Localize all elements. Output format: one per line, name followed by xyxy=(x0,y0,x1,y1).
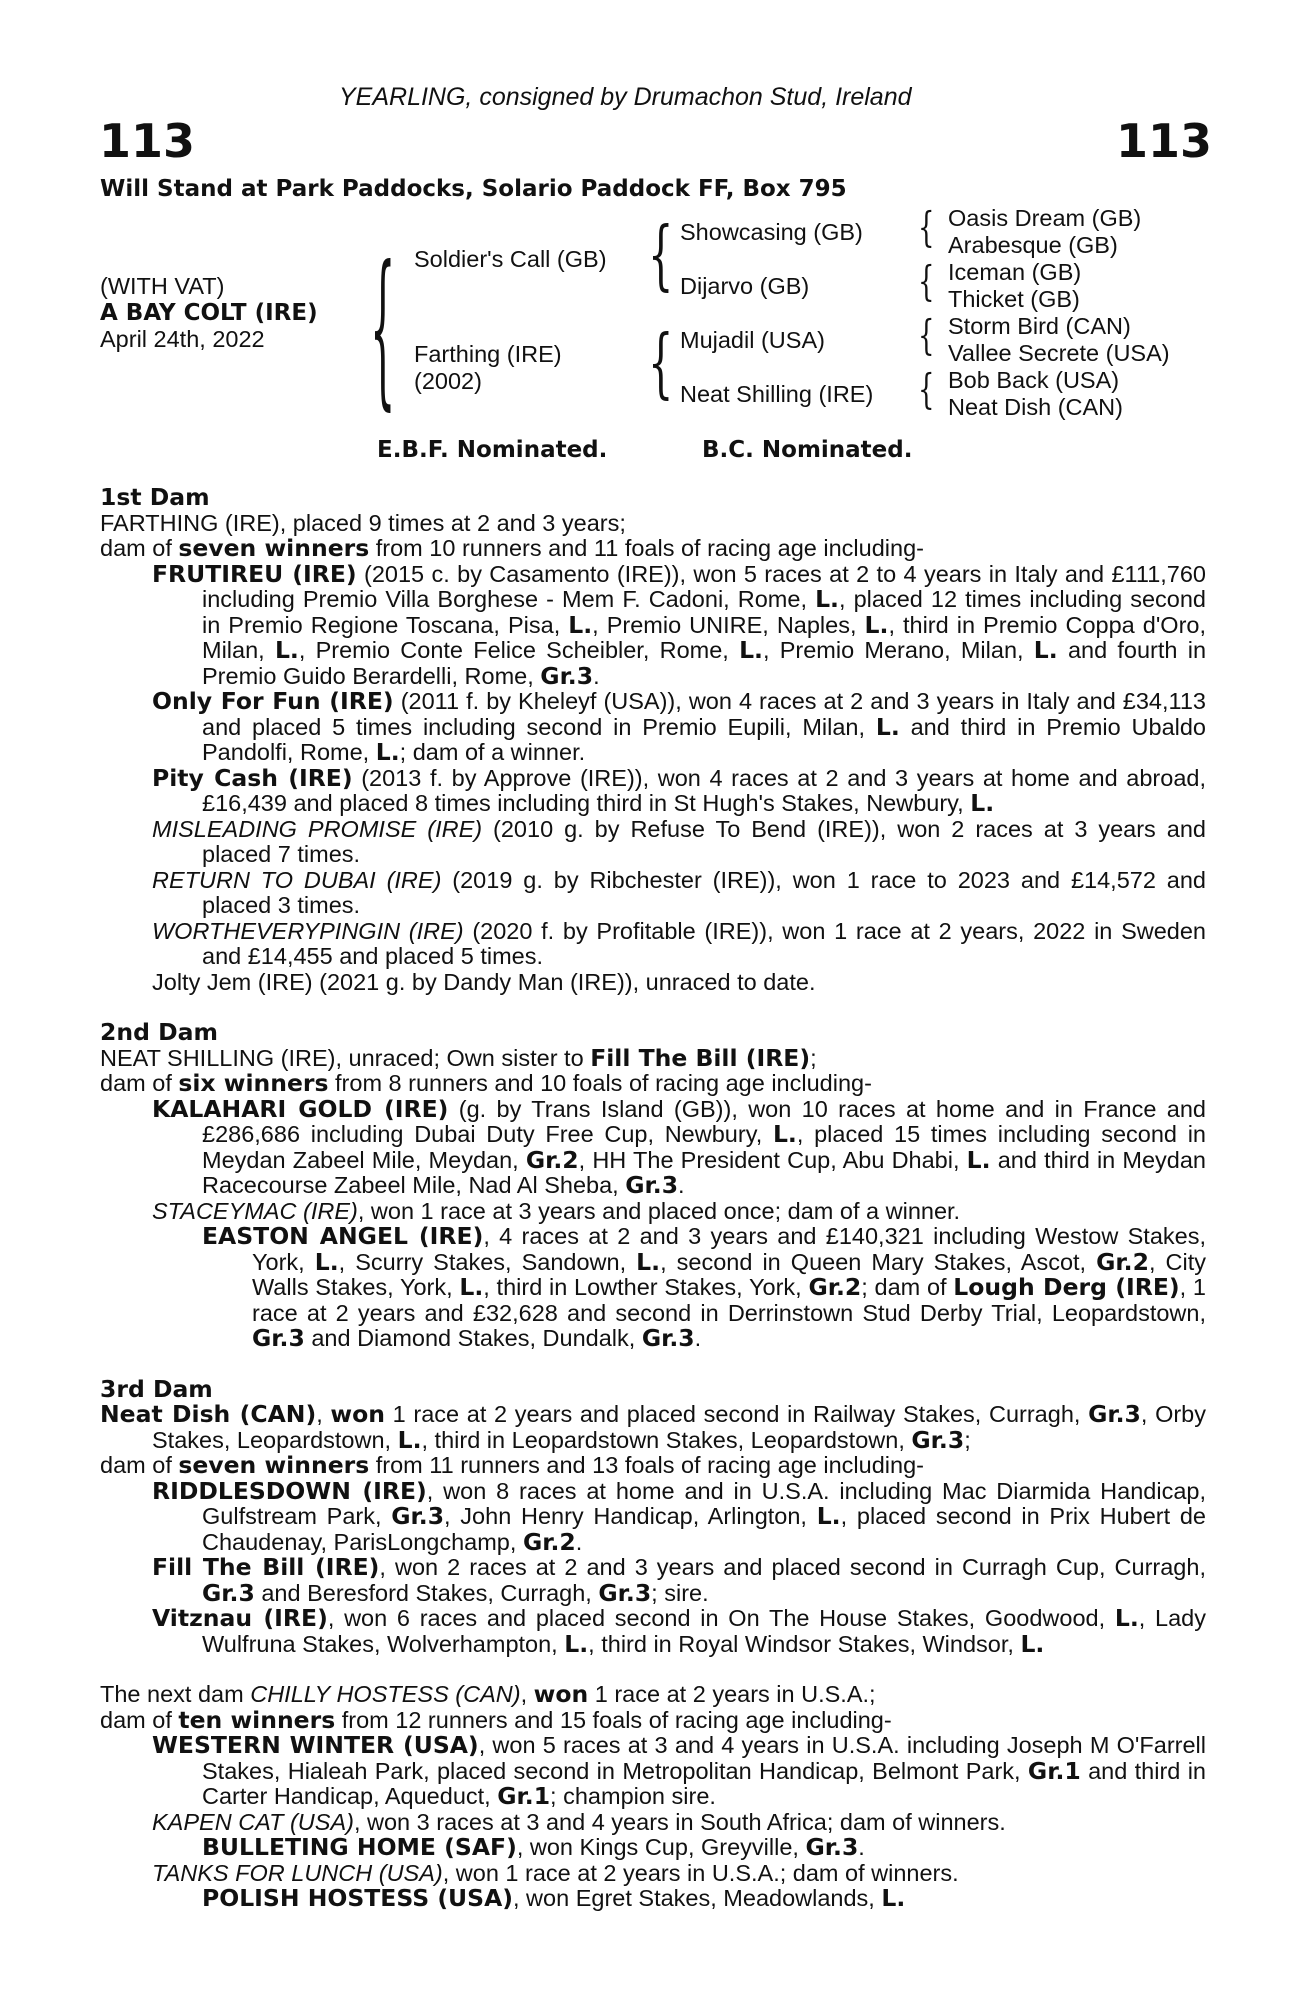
italic-run: STACEYMAC (IRE) xyxy=(152,1197,358,1224)
italic-run: RETURN TO DUBAI (IRE) xyxy=(152,866,442,893)
progeny-entry xyxy=(100,1733,1206,1810)
dam-family-text xyxy=(100,485,1206,1912)
progeny-entry xyxy=(100,868,1206,919)
section-heading xyxy=(100,1374,1206,1403)
text-run: , won 3 races at 3 and 4 years in South Africa; dam of winners. xyxy=(353,1808,1006,1835)
progeny-entry xyxy=(100,1224,1206,1352)
third-dam-section xyxy=(100,1374,1207,1658)
bold-run: WESTERN WINTER (USA) xyxy=(152,1731,479,1759)
dam-year: (2002) xyxy=(414,368,482,394)
pedigree-brace-g2: { xyxy=(918,258,935,307)
bold-run: FRUTIREU (IRE) xyxy=(152,559,357,588)
text-run: and third in Premio Ubaldo Pandolfi, Rome, xyxy=(202,713,1206,765)
ancestor-5: Storm Bird (CAN) xyxy=(948,313,1131,339)
bold-run: Gr.3 xyxy=(641,1324,695,1352)
progeny-entry xyxy=(100,970,1206,996)
text-run: , won 5 races at 3 and 4 years in U.S.A. including Joseph M O'Farrell Stakes, Hialeah Park, placed second in Metropolitan Handicap, Belmont Park, xyxy=(202,1732,1206,1784)
text-run: , xyxy=(520,1681,534,1707)
bold-run: KALAHARI GOLD (IRE) xyxy=(152,1094,449,1123)
progeny-entry xyxy=(100,1682,1206,1708)
text-run: , third in Leopardstown Stakes, Leopardstown, xyxy=(421,1426,912,1453)
bold-run: L. xyxy=(1114,1604,1139,1632)
text-run: , xyxy=(316,1401,331,1427)
italic-run: WORTHEVERYPINGIN (IRE) xyxy=(152,917,464,944)
first-dam-section xyxy=(100,485,1206,995)
bold-run: L. xyxy=(816,1502,841,1530)
text-run: ; sire. xyxy=(651,1579,709,1606)
progeny-entry xyxy=(100,689,1206,766)
bold-run: RIDDLESDOWN (IRE) xyxy=(152,1476,427,1505)
bold-run: Fill The Bill (IRE) xyxy=(152,1553,380,1581)
text-run: ; dam of xyxy=(861,1274,954,1300)
bold-run: Gr.2 xyxy=(1096,1247,1149,1276)
progeny-entry xyxy=(100,817,1206,868)
bold-run: seven winners xyxy=(178,1451,370,1479)
bold-run: Only For Fun (IRE) xyxy=(152,687,394,715)
text-run: (2011 f. by Kheleyf (USA)), won 4 races at 2 and 3 years in Italy and £34,113 and placed 5 times including second in Premio Eupili, Milan, xyxy=(202,688,1206,740)
section-heading xyxy=(100,485,1206,511)
bold-run: Gr.1 xyxy=(497,1782,551,1810)
text-run: (g. by Trans Island (GB)), won 10 races at home and in France and £286,686 including Dubai Duty Free Cup, Newbury, xyxy=(202,1095,1206,1147)
section-heading xyxy=(100,1020,1206,1046)
text-run: dam of xyxy=(100,1070,179,1096)
text-run: from 11 runners and 13 foals of racing age including- xyxy=(369,1452,924,1478)
italic-run: CHILLY HOSTESS (CAN) xyxy=(250,1681,521,1707)
bold-run: Gr.3 xyxy=(1088,1400,1141,1428)
second-dam-section xyxy=(100,1020,1206,1352)
text-run: , Orby Stakes, Leopardstown, xyxy=(152,1401,1207,1453)
text-run: (2020 f. by Profitable (IRE)), won 1 race at 2 years, 2022 in Sweden and £14,455 and placed 5 times. xyxy=(202,917,1207,969)
bold-run: L. xyxy=(966,1145,991,1174)
bold-run: Gr.3 xyxy=(391,1502,445,1530)
bold-run: L. xyxy=(1033,636,1058,664)
sire-name: Soldier's Call (GB) xyxy=(414,246,607,272)
bold-run: Lough Derg (IRE) xyxy=(953,1273,1180,1301)
progeny-entry xyxy=(100,919,1206,970)
bold-run: L. xyxy=(815,585,839,613)
text-run: , Premio UNIRE, Naples, xyxy=(592,611,865,638)
ancestor-3: Iceman (GB) xyxy=(948,259,1082,285)
text-run: from 8 runners and 10 foals of racing age including- xyxy=(328,1070,872,1096)
bold-run: Gr.3 xyxy=(805,1833,859,1861)
text-run: , 1 race at 2 years and £32,628 and second in Derrinstown Stud Derby Trial, Leopardstown, xyxy=(252,1274,1206,1326)
text-run: , HH The President Cup, Abu Dhabi, xyxy=(578,1146,967,1173)
text-run: (2015 c. by Casamento (IRE)), won 5 races at 2 to 4 years in Italy and £111,760 including Premio Villa Borghese - Mem F. Cadoni, Rome, xyxy=(202,560,1207,612)
bold-run: Gr.3 xyxy=(540,661,594,690)
pedigree-brace-g4: { xyxy=(918,366,935,415)
text-run: . xyxy=(694,1325,702,1351)
text-run: 1 race at 2 years and placed second in Railway Stakes, Curragh, xyxy=(384,1401,1089,1427)
bold-run: POLISH HOSTESS (USA) xyxy=(202,1884,513,1912)
bold-run: won xyxy=(330,1400,385,1428)
bold-run: L. xyxy=(397,1425,422,1454)
text-run: from 10 runners and 11 foals of racing age including- xyxy=(369,535,924,561)
bold-run: Gr.3 xyxy=(202,1578,255,1607)
ebf-nomination: E.B.F. Nominated. xyxy=(377,437,608,463)
bold-run: L. xyxy=(459,1273,484,1301)
progeny-entry xyxy=(100,1835,1206,1861)
progeny-entry xyxy=(100,536,1206,562)
bold-run: 1st Dam xyxy=(100,483,210,511)
bold-run: BULLETING HOME (SAF) xyxy=(202,1833,517,1861)
bold-run: Gr.3 xyxy=(252,1324,305,1352)
text-run: , third in Premio Coppa d'Oro, Milan, xyxy=(202,611,1207,663)
text-run: The next dam xyxy=(100,1681,251,1707)
text-run: and third in Carter Handicap, Aqueduct, xyxy=(202,1757,1206,1809)
bold-run: Neat Dish (CAN) xyxy=(100,1400,317,1428)
text-run: ; champion sire. xyxy=(550,1783,716,1809)
bold-run: L. xyxy=(375,738,400,766)
bc-nomination: B.C. Nominated. xyxy=(702,437,913,463)
bold-run: L. xyxy=(568,610,593,639)
text-run: . xyxy=(593,662,600,689)
progeny-entry xyxy=(100,1402,1206,1453)
progeny-entry xyxy=(100,1094,1207,1199)
pedigree-brace-sire: { xyxy=(648,212,674,300)
progeny-entry xyxy=(100,1861,1206,1887)
bold-run: six winners xyxy=(178,1069,329,1097)
bold-run: won xyxy=(533,1680,589,1708)
bold-run: Pity Cash (IRE) xyxy=(152,763,353,792)
text-run: , placed 12 times including second in Premio Regione Toscana, Pisa, xyxy=(202,586,1207,638)
bold-run: 2nd Dam xyxy=(100,1018,218,1046)
ancestor-6: Vallee Secrete (USA) xyxy=(948,340,1170,366)
ancestor-7: Bob Back (USA) xyxy=(948,367,1120,393)
bold-run: Vitznau (IRE) xyxy=(152,1604,328,1632)
bold-run: 3rd Dam xyxy=(100,1374,213,1403)
dam-dam-name: Neat Shilling (IRE) xyxy=(680,381,874,407)
progeny-entry xyxy=(100,1071,1206,1097)
ancestor-4: Thicket (GB) xyxy=(948,286,1080,312)
bold-run: L. xyxy=(864,610,889,639)
text-run: dam of xyxy=(100,1452,179,1478)
text-run: , Scurry Stakes, Sandown, xyxy=(338,1248,637,1275)
text-run: and Diamond Stakes, Dundalk, xyxy=(304,1325,642,1351)
bold-run: Gr.1 xyxy=(1027,1756,1081,1785)
text-run: ; xyxy=(810,1044,817,1071)
bold-run: Gr.2 xyxy=(525,1145,579,1174)
text-run: FARTHING (IRE), placed 9 times at 2 and 3 years; xyxy=(100,509,626,536)
text-run: dam of xyxy=(100,535,179,561)
progeny-entry xyxy=(100,1886,1206,1912)
bold-run: Gr.2 xyxy=(522,1527,576,1556)
pedigree-brace-main: { xyxy=(370,234,396,428)
next-dam-section xyxy=(100,1682,1206,1912)
pedigree-brace-g1: { xyxy=(918,204,935,253)
progeny-entry xyxy=(100,1453,1206,1479)
sire-dam-name: Dijarvo (GB) xyxy=(680,273,810,299)
bold-run: seven winners xyxy=(178,534,370,562)
horse-name: A BAY COLT (IRE) xyxy=(100,300,318,326)
progeny-entry xyxy=(100,1705,1206,1734)
progeny-entry xyxy=(100,763,1206,817)
text-run: , third in Royal Windsor Stakes, Windsor, xyxy=(588,1630,1021,1657)
bold-run: ten winners xyxy=(178,1705,336,1734)
consignment-line: YEARLING, consigned by Drumachon Stud, Ireland xyxy=(339,83,912,111)
lot-number-right: 113 xyxy=(1116,114,1213,168)
text-run: (2013 f. by Approve (IRE)), won 4 races at 2 and 3 years at home and abroad, £16,439 and placed 8 times including third in St Hugh's Stakes, Newbury, xyxy=(202,764,1206,816)
text-run: (2019 g. by Ribchester (IRE)), won 1 race to 2023 and £14,572 and placed 3 times. xyxy=(202,866,1206,918)
text-run: ; xyxy=(964,1426,971,1453)
bold-run: L. xyxy=(875,712,900,741)
text-run: and fourth in Premio Guido Berardelli, Rome, xyxy=(202,637,1207,689)
text-run: , third in Lowther Stakes, York, xyxy=(483,1274,809,1300)
bold-run: L. xyxy=(564,1629,589,1658)
text-run: and third in Meydan Racecourse Zabeel Mile, Nad Al Sheba, xyxy=(202,1146,1207,1198)
text-run: , John Henry Handicap, Arlington, xyxy=(444,1503,817,1529)
bold-run: Gr.2 xyxy=(808,1273,862,1301)
ancestor-8: Neat Dish (CAN) xyxy=(948,394,1123,420)
ancestor-2: Arabesque (GB) xyxy=(948,232,1118,258)
italic-run: KAPEN CAT (USA) xyxy=(152,1808,354,1835)
text-run: , 4 races at 2 and 3 years and £140,321 including Westow Stakes, York, xyxy=(252,1223,1206,1275)
bold-run: L. xyxy=(274,636,299,664)
bold-run: Gr.3 xyxy=(598,1578,652,1607)
progeny-entry xyxy=(100,1043,1206,1072)
text-run: . xyxy=(858,1834,865,1860)
text-run: ; dam of a winner. xyxy=(399,739,586,765)
bold-run: Fill The Bill (IRE) xyxy=(590,1043,811,1072)
bold-run: EASTON ANGEL (IRE) xyxy=(202,1222,484,1250)
bold-run: Gr.3 xyxy=(625,1171,679,1199)
progeny-entry xyxy=(100,1555,1206,1606)
italic-run: MISLEADING PROMISE (IRE) xyxy=(152,815,483,842)
bold-run: Gr.3 xyxy=(911,1425,965,1454)
text-run: , placed 15 times including second in Meydan Zabeel Mile, Meydan, xyxy=(202,1121,1206,1173)
text-run: , won Egret Stakes, Meadowlands, xyxy=(513,1885,882,1911)
foaling-date: April 24th, 2022 xyxy=(100,326,265,352)
progeny-entry xyxy=(100,1476,1207,1556)
text-run: Jolty Jem (IRE) (2021 g. by Dandy Man (IRE)), unraced to date. xyxy=(152,968,816,995)
text-run: , won 1 race at 3 years and placed once; dam of a winner. xyxy=(357,1197,961,1224)
text-run: dam of xyxy=(100,1706,179,1733)
progeny-entry xyxy=(100,1606,1206,1657)
text-run: from 12 runners and 15 foals of racing age including- xyxy=(335,1706,892,1733)
text-run: , won Kings Cup, Greyville, xyxy=(516,1834,806,1860)
text-run: . xyxy=(678,1172,685,1198)
bold-run: L. xyxy=(739,636,763,664)
text-run: , won 8 races at home and in U.S.A. including Mac Diarmida Handicap, Gulfstream Park, xyxy=(202,1477,1206,1529)
dam-sire-name: Mujadil (USA) xyxy=(680,327,825,353)
progeny-entry xyxy=(100,1810,1206,1836)
lot-number-left: 113 xyxy=(99,114,196,168)
vat-note: (WITH VAT) xyxy=(100,273,225,299)
bold-run: L. xyxy=(881,1884,906,1912)
text-run: , Lady Wulfruna Stakes, Wolverhampton, xyxy=(202,1605,1206,1657)
text-run: (2010 g. by Refuse To Bend (IRE)), won 2 races at 3 years and placed 7 times. xyxy=(202,815,1206,867)
pedigree-brace-g3: { xyxy=(918,312,935,361)
italic-run: TANKS FOR LUNCH (USA) xyxy=(152,1859,443,1886)
text-run: , Premio Conte Felice Scheibler, Rome, xyxy=(298,637,740,663)
text-run: , won 1 race at 2 years in U.S.A.; dam of winners. xyxy=(442,1859,959,1886)
text-run: , won 2 races at 2 and 3 years and placed second in Curragh Cup, Curragh, xyxy=(379,1554,1206,1580)
text-run: , won 6 races and placed second in On The House Stakes, Goodwood, xyxy=(327,1605,1115,1631)
ancestor-1: Oasis Dream (GB) xyxy=(948,205,1142,231)
text-run: NEAT SHILLING (IRE), unraced; Own sister to xyxy=(100,1044,591,1071)
text-run: 1 race at 2 years in U.S.A.; xyxy=(588,1681,876,1707)
text-run: , City Walls Stakes, York, xyxy=(252,1248,1206,1300)
text-run: . xyxy=(575,1528,583,1555)
dam-name: Farthing (IRE) xyxy=(414,341,562,367)
bold-run: L. xyxy=(636,1247,661,1276)
progeny-entry xyxy=(100,1199,1206,1225)
text-run: , Premio Merano, Milan, xyxy=(762,637,1034,663)
progeny-entry xyxy=(100,559,1207,690)
bold-run: L. xyxy=(314,1247,339,1276)
bold-run: L. xyxy=(772,1120,797,1148)
bold-run: L. xyxy=(1020,1629,1045,1658)
sire-sire-name: Showcasing (GB) xyxy=(680,219,863,245)
text-run: and Beresford Stakes, Curragh, xyxy=(254,1579,599,1606)
bold-run: L. xyxy=(970,789,995,817)
text-run: , second in Queen Mary Stakes, Ascot, xyxy=(660,1248,1097,1275)
text-run: , placed second in Prix Hubert de Chaudenay, ParisLongchamp, xyxy=(202,1503,1207,1555)
stand-location: Will Stand at Park Paddocks, Solario Paddock FF, Box 795 xyxy=(100,176,847,202)
pedigree-brace-dam: { xyxy=(648,320,674,408)
progeny-entry xyxy=(100,511,1206,537)
